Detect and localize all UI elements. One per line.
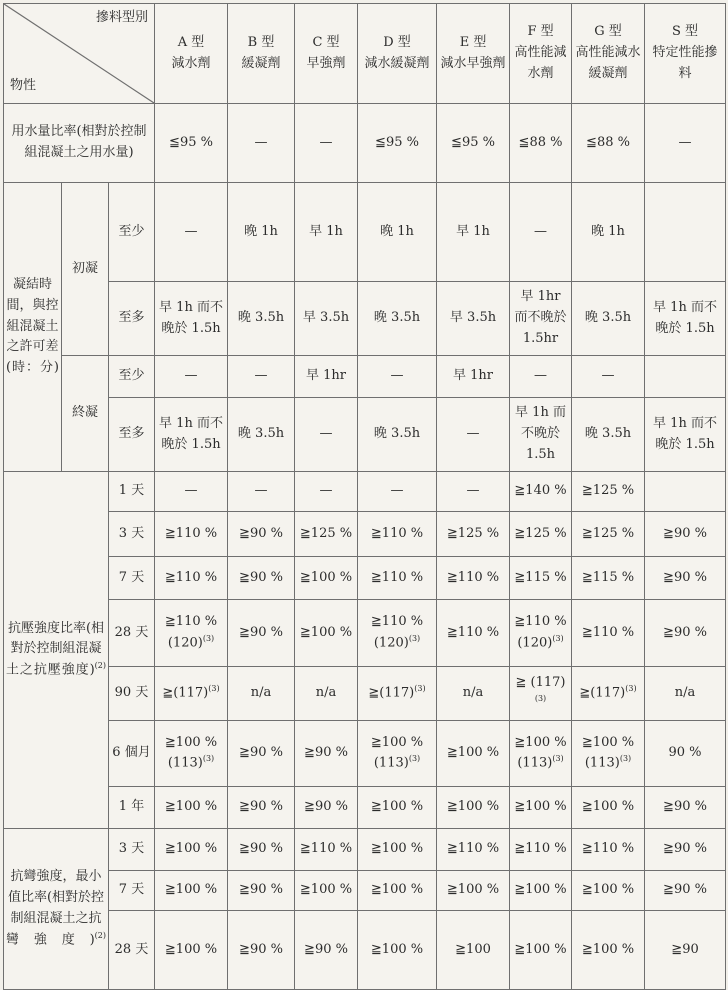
setting-time-label: 凝結時間，與控組混凝土之許可差(時：分)	[4, 183, 62, 472]
compressive-row	[4, 787, 726, 829]
value-text: ≧115 %	[514, 569, 567, 585]
value-text: ≧100 %	[164, 734, 218, 750]
value-cell	[295, 787, 358, 829]
sub-value-line	[360, 753, 434, 774]
sub-value: (113)	[584, 755, 620, 771]
value-text: —	[390, 483, 404, 499]
value-cell	[358, 557, 437, 600]
value-text: ≧125 %	[446, 525, 500, 541]
value-text: —	[184, 483, 198, 499]
value-cell: ≧110 %	[295, 829, 358, 871]
sub-value-line	[157, 753, 225, 774]
water-ratio-label: 用水量比率(相對於控制組混凝土之用水量)	[4, 104, 155, 183]
value-text: 90 %	[668, 745, 702, 761]
value-text: ≧125 %	[299, 525, 353, 541]
type-header-a	[155, 4, 228, 104]
compressive-row	[4, 512, 726, 557]
type-code: C 型	[312, 34, 340, 50]
value-cell: 早 3.5h	[437, 282, 510, 356]
value-text: ≧90 %	[663, 569, 707, 585]
value-cell	[155, 787, 228, 829]
value-cell: ≧90 %	[228, 911, 295, 990]
flexural-strength-label	[4, 829, 109, 990]
value-cell	[645, 721, 726, 787]
value-cell: ≧100 %	[155, 911, 228, 990]
type-name: 早強劑	[306, 55, 346, 71]
value-text: ≧(117)	[368, 685, 415, 701]
value-cell	[228, 472, 295, 512]
value-text: —	[466, 483, 480, 499]
value-cell	[437, 512, 510, 557]
type-name: 減水劑	[171, 55, 211, 71]
type-header-g	[572, 4, 645, 104]
type-code: E 型	[459, 34, 487, 50]
value-cell	[228, 787, 295, 829]
value-cell: —	[295, 398, 358, 472]
value-cell: ≧90	[645, 911, 726, 990]
sub-value-line	[574, 753, 642, 774]
footnote-marker: (3)	[408, 633, 421, 643]
value-cell	[572, 512, 645, 557]
compressive-strength-text: 抗壓強度比率(相對於控制組混凝土之抗壓強度)	[6, 620, 105, 678]
footnote-marker: (3)	[552, 754, 564, 764]
footnote-marker: (3)	[619, 754, 632, 764]
value-cell	[295, 721, 358, 787]
value-cell: 晚 3.5h	[358, 398, 437, 472]
value-cell	[510, 472, 572, 512]
flexural-row	[4, 871, 726, 911]
value-cell	[510, 557, 572, 600]
value-cell: ≧100 %	[437, 871, 510, 911]
value-cell: 早 1hr	[437, 356, 510, 398]
value-cell: —	[437, 398, 510, 472]
age-label: 3 天	[109, 512, 155, 557]
footnote-marker: (3)	[534, 694, 547, 704]
value-text: ≧90 %	[304, 745, 348, 761]
min-label: 至少	[109, 183, 155, 282]
type-name: 高性能減水劑	[514, 45, 567, 81]
type-header-c	[295, 4, 358, 104]
age-label: 3 天	[109, 829, 155, 871]
compressive-row	[4, 472, 726, 512]
initial-set-label: 初凝	[62, 183, 109, 356]
type-name: 減水緩凝劑	[364, 55, 430, 71]
type-header-f	[510, 4, 572, 104]
value-text: ≧110 %	[164, 569, 218, 585]
value-cell: ≦88 %	[510, 104, 572, 183]
value-cell	[358, 721, 437, 787]
value-cell	[155, 557, 228, 600]
value-cell: ≦95 %	[358, 104, 437, 183]
value-cell	[155, 667, 228, 721]
value-cell	[645, 557, 726, 600]
age-label: 6 個月	[109, 721, 155, 787]
min-label: 至少	[109, 356, 155, 398]
footnote-marker: (3)	[408, 754, 421, 764]
value-cell	[228, 600, 295, 667]
compressive-row	[4, 667, 726, 721]
value-cell	[295, 667, 358, 721]
value-text: ≧100 %	[446, 745, 500, 761]
flexural-row	[4, 911, 726, 990]
value-cell	[510, 667, 572, 721]
max-label: 至多	[109, 282, 155, 356]
value-cell: 早 1h	[295, 183, 358, 282]
value-cell	[295, 600, 358, 667]
value-cell: ≧100 %	[155, 829, 228, 871]
value-cell: —	[295, 104, 358, 183]
value-cell	[645, 512, 726, 557]
footnote-marker: (3)	[208, 683, 220, 693]
value-text: ≧100 %	[370, 734, 424, 750]
header-row	[4, 4, 726, 104]
value-cell: 早 1hr 而不晚於 1.5hr	[510, 282, 572, 356]
value-cell: ≧100 %	[358, 871, 437, 911]
admixture-spec-table	[3, 3, 726, 990]
type-name: 高性能減水緩凝劑	[575, 45, 641, 81]
value-cell	[437, 472, 510, 512]
footnote-marker: (3)	[552, 633, 564, 643]
value-cell	[572, 787, 645, 829]
value-cell: —	[572, 356, 645, 398]
type-code: S 型	[671, 24, 699, 40]
initial-set-min-row	[4, 183, 726, 282]
corner-header-cell	[4, 4, 155, 104]
value-cell	[155, 600, 228, 667]
type-code: B 型	[247, 34, 275, 50]
sub-value: (113)	[517, 755, 553, 771]
type-name: 減水早強劑	[440, 55, 506, 71]
value-text: ≧90 %	[304, 799, 348, 815]
value-cell: ≧90 %	[228, 829, 295, 871]
value-cell: 早 1h 而不晚於 1.5h	[155, 398, 228, 472]
value-cell: ≧110 %	[437, 829, 510, 871]
corner-type-label: 摻料型別	[96, 10, 149, 25]
value-text: ≧110 %	[370, 614, 424, 630]
value-cell: ≧90 %	[295, 911, 358, 990]
value-text: ≧110 %	[446, 624, 500, 640]
age-label: 7 天	[109, 871, 155, 911]
value-cell: 晚 3.5h	[228, 282, 295, 356]
value-cell	[437, 787, 510, 829]
max-label: 至多	[109, 398, 155, 472]
value-cell: —	[358, 356, 437, 398]
value-cell: ≧100 %	[358, 829, 437, 871]
value-cell: —	[510, 183, 572, 282]
type-code: D 型	[383, 34, 411, 50]
value-cell: 晚 1h	[572, 183, 645, 282]
value-text: ≧100 %	[299, 624, 353, 640]
value-text: ≧125 %	[581, 483, 635, 499]
value-text: ≧90 %	[239, 624, 283, 640]
value-cell: —	[645, 104, 726, 183]
value-text: ≧100 %	[581, 799, 635, 815]
value-cell	[437, 600, 510, 667]
value-cell: ≧90 %	[645, 871, 726, 911]
value-text: ≧110 %	[446, 569, 500, 585]
sub-value-line	[512, 753, 569, 774]
value-cell: 晚 3.5h	[572, 398, 645, 472]
value-cell: ≧100 %	[572, 911, 645, 990]
compressive-row	[4, 721, 726, 787]
age-label: 1 天	[109, 472, 155, 512]
value-cell: 早 1h 而不晚於 1.5h	[155, 282, 228, 356]
value-text: n/a	[250, 685, 272, 701]
water-ratio-row	[4, 104, 726, 183]
age-label: 1 年	[109, 787, 155, 829]
value-cell: ≧100 %	[295, 871, 358, 911]
value-cell: ≧110 %	[510, 829, 572, 871]
type-name: 特定性能摻料	[652, 45, 718, 81]
value-text: ≧90 %	[239, 525, 283, 541]
flexural-strength-text: 抗彎強度，最小值比率(相對於控制組混凝土之抗彎強度)	[6, 869, 105, 947]
value-cell: ≦95 %	[155, 104, 228, 183]
value-text: ≧90 %	[663, 624, 707, 640]
value-cell: 早 1h 而不晚於 1.5h	[645, 398, 726, 472]
footnote-marker: (3)	[625, 683, 637, 693]
compressive-strength-label	[4, 472, 109, 829]
value-cell: ≧100 %	[510, 871, 572, 911]
table-body	[4, 4, 726, 990]
value-cell: 早 1h	[437, 183, 510, 282]
value-cell	[572, 472, 645, 512]
value-text: ≧90 %	[239, 745, 283, 761]
footnote-marker: (3)	[202, 633, 215, 643]
type-header-b	[228, 4, 295, 104]
value-cell	[645, 787, 726, 829]
value-cell	[510, 721, 572, 787]
footnote-marker: (2)	[94, 661, 106, 671]
value-cell	[645, 472, 726, 512]
value-cell: 早 1h 而不晚於 1.5h	[510, 398, 572, 472]
value-text: —	[319, 483, 333, 499]
value-cell	[437, 721, 510, 787]
value-text: ≧100 %	[370, 799, 424, 815]
value-cell: ≧90 %	[645, 829, 726, 871]
age-label: 90 天	[109, 667, 155, 721]
value-text: ≧90 %	[239, 569, 283, 585]
value-text: ≧110 %	[164, 525, 218, 541]
value-cell	[510, 512, 572, 557]
compressive-row	[4, 557, 726, 600]
value-text: ≧115 %	[581, 569, 635, 585]
value-cell: 晚 3.5h	[358, 282, 437, 356]
sub-value: (120)	[373, 635, 409, 651]
value-text: ≧100 %	[299, 569, 353, 585]
value-cell	[295, 557, 358, 600]
age-label: 7 天	[109, 557, 155, 600]
type-code: A 型	[177, 34, 205, 50]
value-text: ≧100 %	[514, 734, 567, 750]
type-code: F 型	[527, 24, 554, 40]
value-text: ≧(117)	[162, 685, 209, 701]
value-cell	[155, 512, 228, 557]
value-cell	[358, 600, 437, 667]
type-name: 緩凝劑	[241, 55, 281, 71]
corner-property-label: 物性	[10, 78, 37, 94]
final-set-max-row	[4, 398, 726, 472]
value-cell	[572, 721, 645, 787]
type-header-d	[358, 4, 437, 104]
flexural-row	[4, 829, 726, 871]
value-cell: ≧100 %	[510, 911, 572, 990]
value-text: ≧100 %	[514, 799, 567, 815]
value-cell	[645, 667, 726, 721]
value-cell	[358, 667, 437, 721]
value-cell: ≦88 %	[572, 104, 645, 183]
sub-value: (113)	[167, 755, 203, 771]
value-cell: ≧100 %	[572, 871, 645, 911]
value-cell	[572, 557, 645, 600]
value-cell: 晚 1h	[358, 183, 437, 282]
type-header-s	[645, 4, 726, 104]
value-cell: —	[155, 356, 228, 398]
value-cell: —	[228, 104, 295, 183]
value-text: ≧ (117)	[515, 674, 566, 690]
value-cell: —	[155, 183, 228, 282]
value-cell: 早 1h 而不晚於 1.5h	[645, 282, 726, 356]
type-header-e	[437, 4, 510, 104]
value-text: ≧110 %	[581, 624, 635, 640]
value-text: ≧110 %	[514, 614, 567, 630]
value-cell: ≧90 %	[228, 871, 295, 911]
value-cell	[295, 512, 358, 557]
value-cell: —	[510, 356, 572, 398]
value-cell	[228, 721, 295, 787]
value-cell	[228, 557, 295, 600]
value-text: ≧90 %	[239, 799, 283, 815]
value-text: ≧125 %	[581, 525, 635, 541]
sub-value: (120)	[517, 635, 553, 651]
compressive-row	[4, 600, 726, 667]
footnote-marker: (3)	[414, 683, 426, 693]
value-cell: ≦95 %	[437, 104, 510, 183]
value-text: ≧125 %	[514, 525, 567, 541]
value-text: n/a	[462, 685, 484, 701]
value-cell	[155, 472, 228, 512]
value-cell	[358, 787, 437, 829]
type-code: G 型	[594, 24, 622, 40]
value-cell: 早 1hr	[295, 356, 358, 398]
age-label: 28 天	[109, 600, 155, 667]
sub-value: (120)	[167, 635, 203, 651]
value-cell	[228, 512, 295, 557]
value-cell: ≧110 %	[572, 829, 645, 871]
value-cell	[295, 472, 358, 512]
value-cell	[572, 667, 645, 721]
final-set-label: 終凝	[62, 356, 109, 472]
value-text: ≧90 %	[663, 799, 707, 815]
value-cell	[645, 600, 726, 667]
value-cell: 早 3.5h	[295, 282, 358, 356]
value-cell	[572, 600, 645, 667]
value-text: ≧100 %	[446, 799, 500, 815]
value-cell	[155, 721, 228, 787]
value-cell: ≧100 %	[155, 871, 228, 911]
final-set-min-row	[4, 356, 726, 398]
value-cell: ≧100	[437, 911, 510, 990]
value-cell	[228, 667, 295, 721]
value-cell	[437, 557, 510, 600]
value-text: n/a	[674, 685, 696, 701]
value-cell	[645, 183, 726, 282]
initial-set-max-row	[4, 282, 726, 356]
age-label: 28 天	[109, 911, 155, 990]
value-cell: 晚 3.5h	[572, 282, 645, 356]
footnote-marker: (2)	[94, 930, 106, 940]
value-text: ≧140 %	[514, 483, 567, 499]
value-cell: 晚 3.5h	[228, 398, 295, 472]
value-text: ≧100 %	[581, 734, 635, 750]
value-text: ≧110 %	[370, 569, 424, 585]
value-text: —	[254, 483, 268, 499]
value-text: ≧110 %	[164, 614, 218, 630]
value-text: ≧100 %	[164, 799, 218, 815]
sub-value-line	[512, 633, 569, 654]
value-cell	[645, 356, 726, 398]
value-cell	[358, 472, 437, 512]
sub-value-line	[157, 633, 225, 654]
footnote-marker: (3)	[202, 754, 215, 764]
value-cell	[358, 512, 437, 557]
value-cell: —	[228, 356, 295, 398]
sub-value-line	[360, 633, 434, 654]
value-cell	[510, 600, 572, 667]
sub-value: (113)	[373, 755, 409, 771]
value-text: n/a	[315, 685, 337, 701]
value-text: ≧90 %	[663, 525, 707, 541]
value-cell	[510, 787, 572, 829]
value-text: ≧110 %	[370, 525, 424, 541]
value-cell	[437, 667, 510, 721]
value-cell: ≧100 %	[358, 911, 437, 990]
value-cell: 晚 1h	[228, 183, 295, 282]
value-text: ≧(117)	[579, 685, 626, 701]
